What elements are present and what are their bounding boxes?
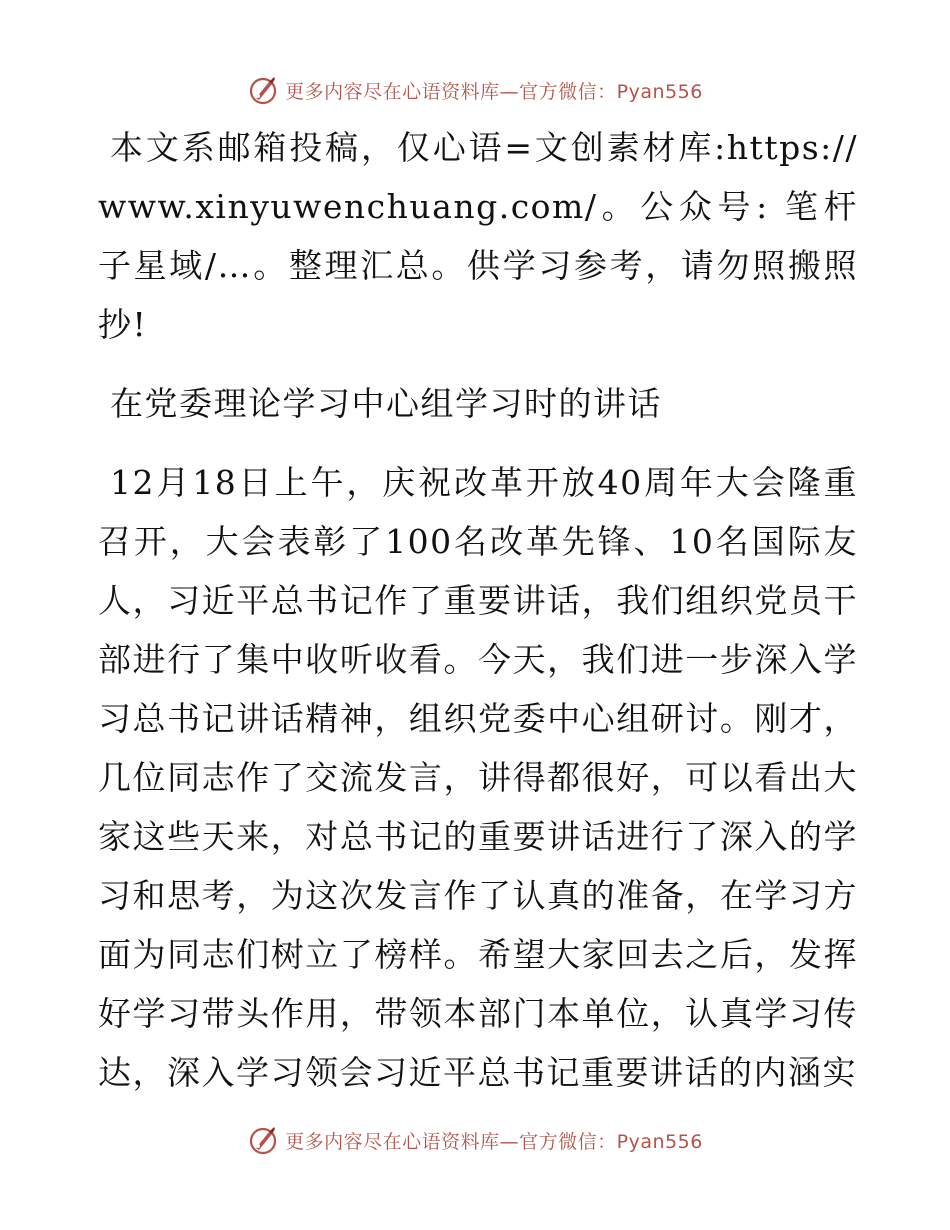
intro-paragraph: 本文系邮箱投稿，仅心语=文创素材库:https://www.xinyuwenchuang.com/。公众号: 笔杆子星域/…。整理汇总。供学习参考，请勿照搬照抄! [98, 128, 858, 344]
quill-pen-logo-icon [247, 1124, 279, 1156]
watermark-text: 更多内容尽在心语资料库—官方微信：Pyan556 [285, 1130, 703, 1153]
document-title: 在党委理论学习中心组学习时的讲话 [110, 384, 662, 423]
body-paragraph: 12月18日上午，庆祝改革开放40周年大会隆重召开，大会表彰了100名改革先锋、10名国际友人，习近平总书记作了重要讲话，我们组织党员干部进行了集中收听收看。今天，我们进一步深入学习总书记讲话精神，组织党委中心组研讨。刚才，几位同志作了交流发言，讲得都很好，可以看出大家这些天来，对总书记的重要讲话进行了深入的学习和思考，为这次发言作了认真的准备，在学习方面为同志们树立了榜样。希望大家回去之后，发挥好学习带头作用，带领本部门本单位，认真学习传达，深入学习领会习近平总书记重要讲话的内涵实 [98, 463, 858, 1092]
header-watermark-banner [0, 70, 950, 110]
quill-pen-logo-icon [247, 74, 279, 106]
footer-watermark-banner [0, 1120, 950, 1160]
document-body [98, 118, 858, 1102]
watermark-text: 更多内容尽在心语资料库—官方微信：Pyan556 [285, 80, 703, 103]
